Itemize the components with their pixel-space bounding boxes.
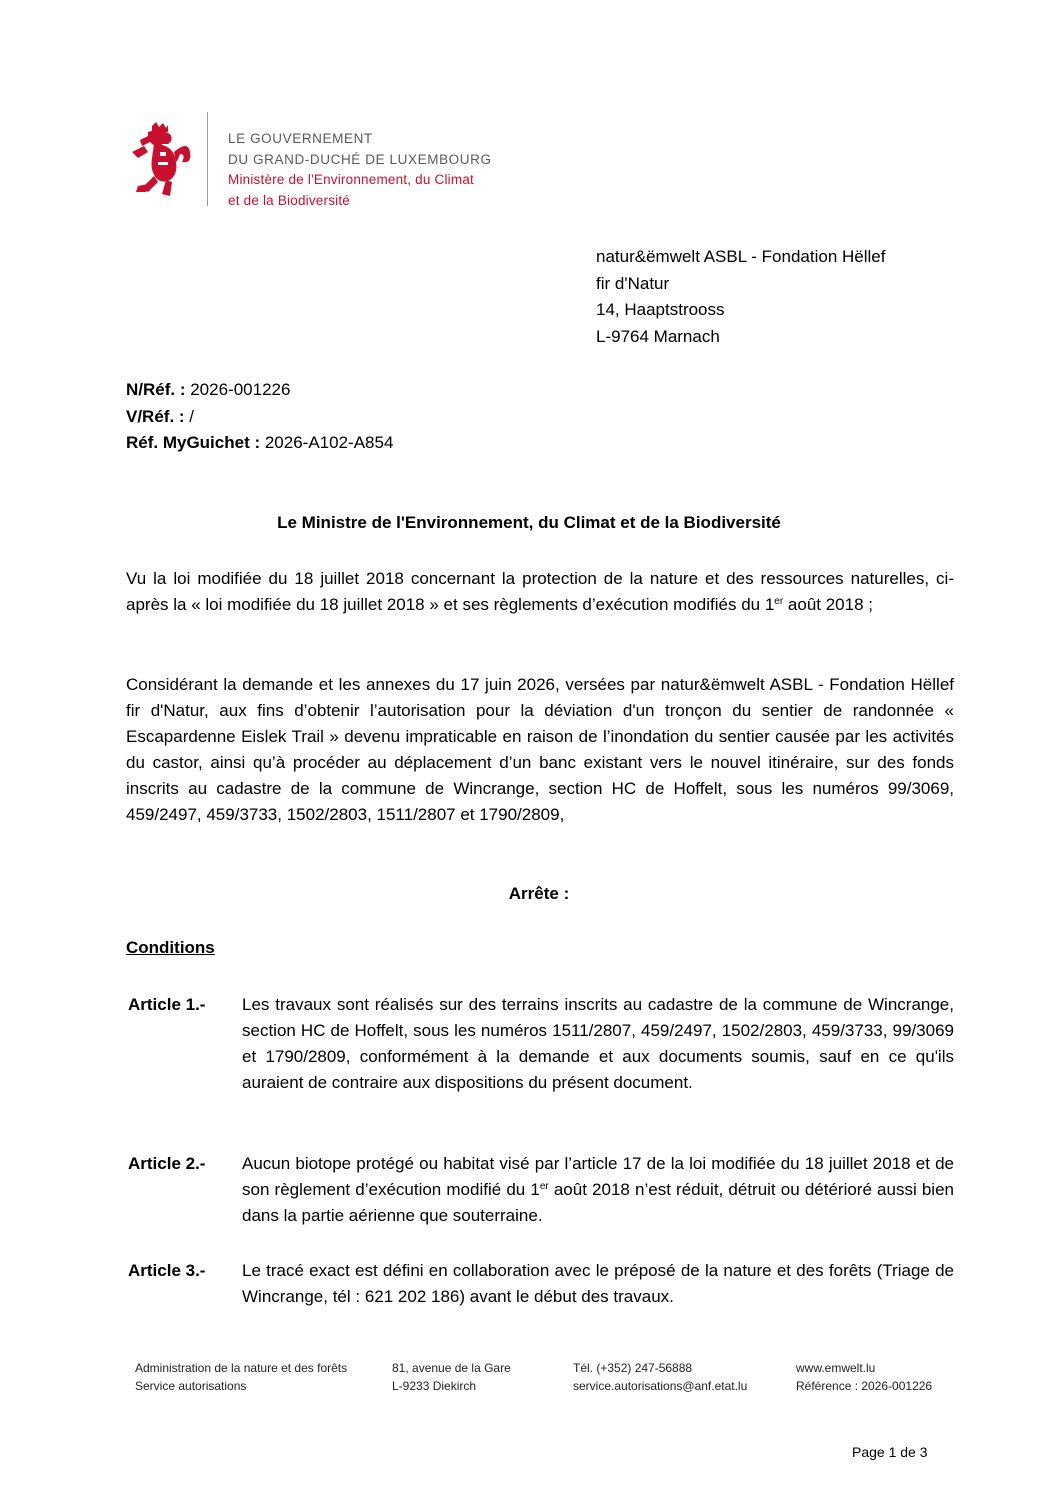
our-reference-value: 2026-001226 bbox=[185, 380, 291, 399]
your-reference-value: / bbox=[184, 406, 195, 426]
your-reference-label: V/Réf. : bbox=[126, 406, 185, 426]
article-2-superscript: er bbox=[539, 1181, 549, 1193]
footer-phone: Tél. (+352) 247-56888 bbox=[573, 1361, 693, 1375]
article-1-text: Les travaux sont réalisés sur des terrains inscrits au cadastre de la commune de Wincrange, section HC de Hoffelt, sous les numéros 1511/2807, 459/2497, 1502/2803, 459/3733, 99/3069 et 1790/2809, conformément à la demande et aux documents soumis, sauf en ce qu'ils auraient de contraire aux dispositions du présent document. bbox=[242, 995, 954, 1093]
your-reference bbox=[126, 404, 393, 431]
ministry-line-1: Ministère de l'Environnement, du Climat bbox=[228, 172, 474, 187]
article-3-label: Article 3.- bbox=[128, 1261, 206, 1280]
legal-basis-paragraph bbox=[126, 566, 954, 618]
recipient-line-2: fir d'Natur bbox=[596, 273, 670, 293]
article-2-text-end: août 2018 n’est réduit, détruit ou détérioré aussi bien dans la partie aérienne que souterraine. bbox=[242, 1180, 954, 1226]
article-2-label: Article 2.- bbox=[128, 1154, 206, 1173]
red-lion-icon bbox=[130, 122, 192, 197]
footer-administration bbox=[135, 1359, 347, 1395]
our-reference bbox=[126, 377, 393, 404]
footer-website: www.emwelt.lu bbox=[796, 1361, 876, 1375]
myguichet-reference bbox=[126, 430, 393, 457]
footer-address bbox=[392, 1359, 511, 1395]
article-3-text: Le tracé exact est défini en collaboration avec le préposé de la nature et des forêts (Triage de Wincrange, tél : 621 202 186) avant le début des travaux. bbox=[242, 1261, 954, 1307]
footer-address-line-2: L-9233 Diekirch bbox=[392, 1379, 477, 1393]
government-line-1: LE GOUVERNEMENT bbox=[228, 131, 373, 146]
legal-basis-text-end: août 2018 ; bbox=[783, 595, 873, 615]
article-2-text bbox=[242, 1151, 954, 1229]
government-header bbox=[228, 129, 492, 211]
our-reference-label: N/Réf. : bbox=[126, 380, 186, 399]
government-line-2: DU GRAND-DUCHÉ DE LUXEMBOURG bbox=[228, 151, 492, 167]
legal-basis-text: Vu la loi modifiée du 18 juillet 2018 concernant la protection de la nature et des ressources naturelles, ci-après la « loi modifiée du 18 juillet 2018 » et ses règlements d’exécution modifiés du 1 bbox=[126, 569, 954, 615]
footer-email: service.autorisations@anf.etat.lu bbox=[573, 1379, 748, 1393]
footer-reference: Référence : 2026-001226 bbox=[796, 1379, 933, 1393]
footer-address-line-1: 81, avenue de la Gare bbox=[392, 1361, 511, 1375]
article-2-text-start: Aucun biotope protégé ou habitat visé par l’article 17 de la loi modifiée du 18 juillet 2018 et de son règlement d’exécution modifié du 1 bbox=[242, 1154, 954, 1200]
ministry-line-2: et de la Biodiversité bbox=[228, 192, 351, 208]
article-3 bbox=[126, 1258, 954, 1310]
recipient-line-4: L-9764 Marnach bbox=[596, 326, 720, 346]
reference-block bbox=[126, 377, 393, 457]
article-1 bbox=[126, 992, 954, 1096]
footer-administration-line-1: Administration de la nature et des forêts bbox=[135, 1361, 348, 1375]
recipient-address bbox=[596, 244, 885, 350]
footer-web bbox=[796, 1359, 932, 1395]
recipient-line-1: natur&ëmwelt ASBL - Fondation Hëllef bbox=[596, 247, 886, 266]
page-number: Page 1 de 3 bbox=[852, 1444, 928, 1460]
article-2 bbox=[126, 1151, 954, 1229]
legal-basis-superscript: er bbox=[774, 596, 784, 608]
footer-administration-line-2: Service autorisations bbox=[135, 1379, 247, 1393]
recipient-line-3: 14, Haaptstrooss bbox=[596, 300, 725, 319]
footer-contact bbox=[573, 1359, 747, 1395]
considering-paragraph: Considérant la demande et les annexes du 17 juin 2026, versées par natur&ëmwelt ASBL - Fondation Hëllef fir d'Natur, aux fins d’obtenir l’autorisation pour la déviation d'un tronçon du sentier de randonnée « Escapardenne Eislek Trail » devenu impraticable en raison de l’inondation du sentier causée par les activités du castor, ainsi qu’à procéder au déplacement d’un banc existant vers le nouvel itinéraire, sur des fonds inscrits au cadastre de la commune de Wincrange, section HC de Hoffelt, sous les numéros 99/3069, 459/2497, 459/3733, 1502/2803, 1511/2807 et 1790/2809, bbox=[126, 675, 954, 825]
conditions-heading: Conditions bbox=[126, 938, 215, 957]
myguichet-reference-value: 2026-A102-A854 bbox=[260, 433, 394, 452]
arrete-heading: Arrête : bbox=[508, 884, 570, 903]
myguichet-reference-label: Réf. MyGuichet : bbox=[126, 433, 261, 452]
header-divider bbox=[207, 112, 208, 206]
article-1-label: Article 1.- bbox=[128, 995, 206, 1014]
document-title: Le Ministre de l'Environnement, du Climat et de la Biodiversité bbox=[277, 513, 781, 532]
